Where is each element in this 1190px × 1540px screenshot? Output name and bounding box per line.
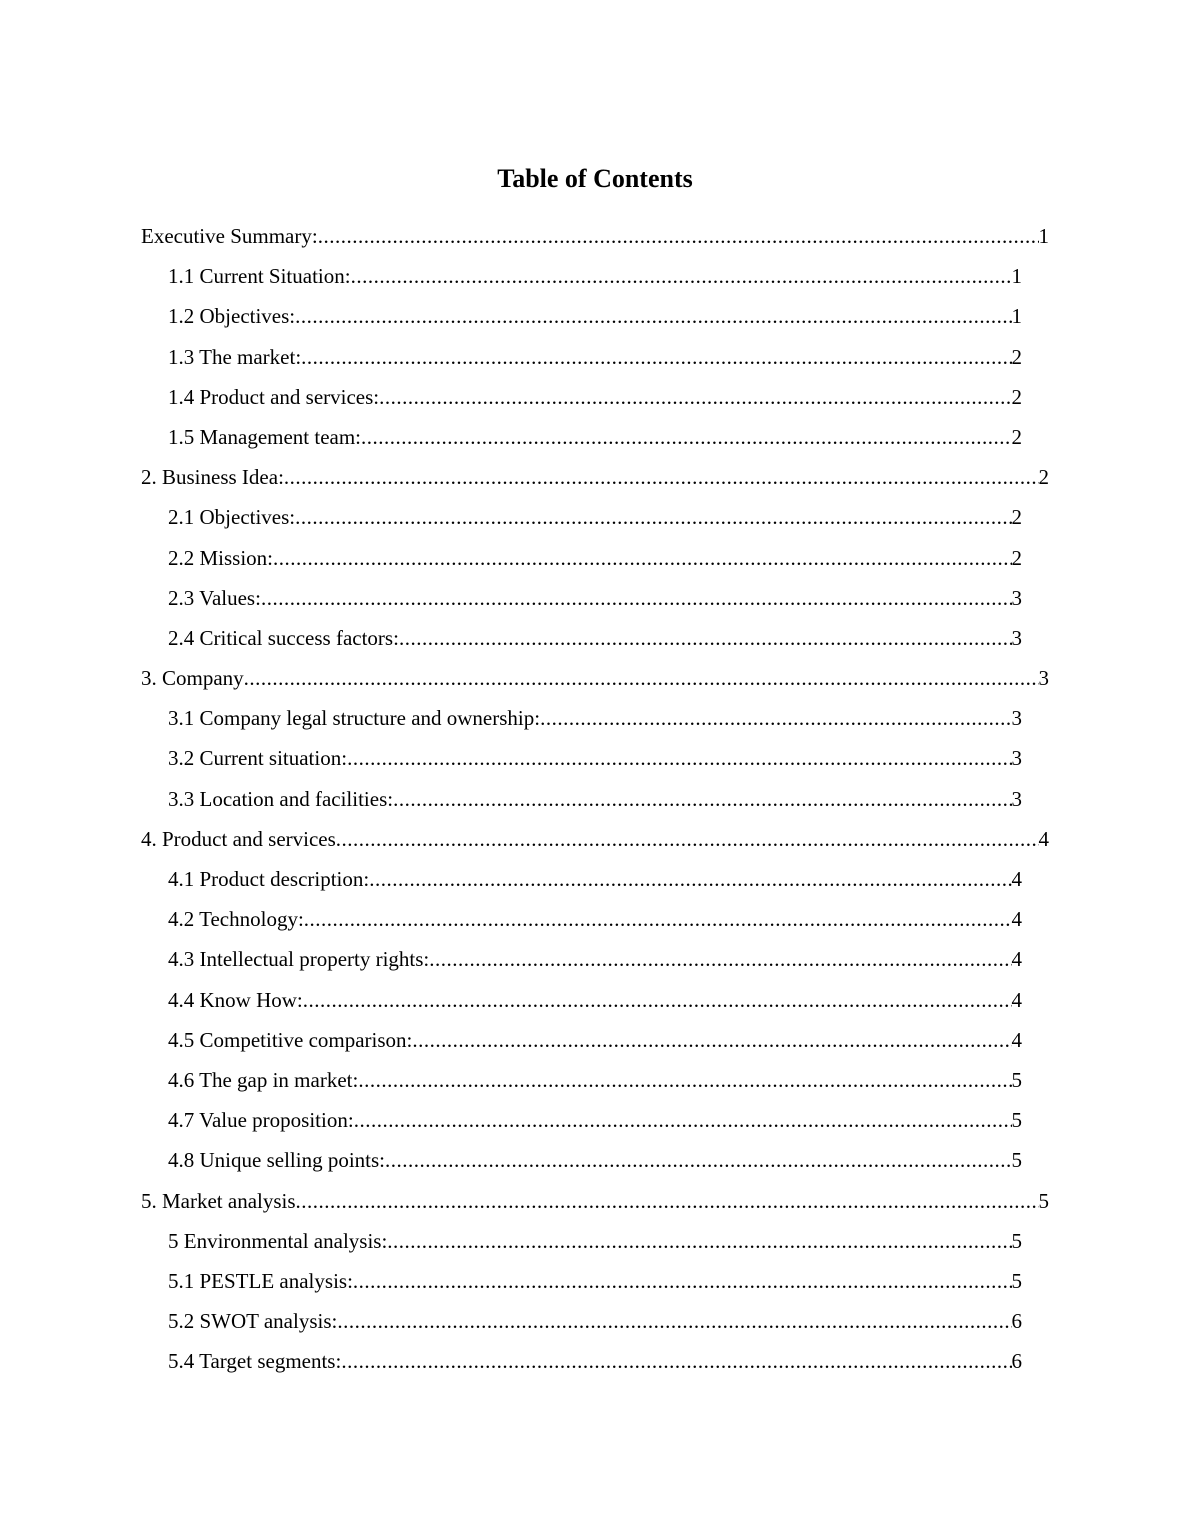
toc-dot-leader bbox=[353, 1265, 1012, 1297]
toc-entry-page-number: 2 bbox=[1011, 505, 1022, 530]
toc-entry-page-number: 4 bbox=[1011, 987, 1022, 1012]
toc-dot-leader bbox=[301, 341, 1011, 373]
toc-entry[interactable] bbox=[168, 903, 1022, 943]
toc-entry-page-number: 4 bbox=[1011, 947, 1022, 972]
toc-entry[interactable] bbox=[168, 622, 1022, 662]
toc-dot-leader bbox=[273, 542, 1011, 574]
toc-entry[interactable] bbox=[168, 1265, 1022, 1305]
toc-entry[interactable] bbox=[168, 542, 1022, 582]
toc-entry-page-number: 5 bbox=[1011, 1148, 1022, 1173]
toc-entry-page-number: 3 bbox=[1011, 625, 1022, 650]
toc-dot-leader bbox=[393, 783, 1011, 815]
toc-entry-page-number: 3 bbox=[1011, 585, 1022, 610]
toc-entry-label: 2. Business Idea: bbox=[141, 465, 284, 490]
toc-entry[interactable] bbox=[141, 823, 1049, 863]
toc-dot-leader bbox=[261, 582, 1012, 614]
toc-entry-page-number: 2 bbox=[1011, 545, 1022, 570]
toc-entry-page-number: 4 bbox=[1038, 826, 1049, 851]
toc-dot-leader bbox=[369, 863, 1011, 895]
toc-entry-label: 5. Market analysis bbox=[141, 1188, 296, 1213]
toc-entry-page-number: 3 bbox=[1011, 786, 1022, 811]
toc-entry-page-number: 4 bbox=[1011, 867, 1022, 891]
toc-entry-label: 1.2 Objectives: bbox=[168, 304, 296, 329]
toc-list bbox=[0, 220, 1190, 1385]
toc-entry[interactable] bbox=[168, 742, 1022, 782]
toc-entry[interactable] bbox=[168, 783, 1022, 823]
toc-entry-page-number: 2 bbox=[1011, 384, 1022, 409]
toc-entry-page-number: 5 bbox=[1011, 1228, 1022, 1253]
toc-entry-label: 1.3 The market: bbox=[168, 344, 302, 369]
toc-entry-label: 1.4 Product and services: bbox=[168, 384, 380, 409]
toc-entry[interactable] bbox=[168, 943, 1022, 983]
toc-entry[interactable] bbox=[168, 1024, 1022, 1064]
toc-dot-leader bbox=[304, 903, 1012, 935]
toc-entry[interactable] bbox=[168, 863, 1022, 903]
toc-entry-label: 2.3 Values: bbox=[168, 585, 261, 610]
toc-dot-leader bbox=[429, 943, 1011, 975]
toc-entry[interactable] bbox=[141, 461, 1049, 501]
toc-entry-page-number: 3 bbox=[1011, 706, 1022, 731]
toc-entry-page-number: 4 bbox=[1011, 907, 1022, 932]
page-title: Table of Contents bbox=[497, 164, 693, 193]
toc-entry-label: 4.1 Product description: bbox=[168, 867, 370, 891]
toc-entry[interactable] bbox=[168, 984, 1022, 1024]
toc-entry-page-number: 1 bbox=[1011, 304, 1022, 329]
toc-dot-leader bbox=[318, 220, 1039, 252]
toc-dot-leader bbox=[341, 1345, 1011, 1377]
toc-dot-leader bbox=[337, 1305, 1011, 1337]
toc-dot-leader bbox=[354, 1104, 1012, 1136]
toc-dot-leader bbox=[303, 984, 1012, 1016]
toc-entry[interactable] bbox=[168, 1345, 1022, 1385]
toc-entry[interactable] bbox=[141, 220, 1049, 260]
toc-entry-label: 4.6 The gap in market: bbox=[168, 1067, 359, 1092]
toc-dot-leader bbox=[412, 1024, 1011, 1056]
toc-entry-page-number: 3 bbox=[1038, 666, 1049, 691]
toc-entry[interactable] bbox=[168, 702, 1022, 742]
toc-entry-label: 1.5 Management team: bbox=[168, 424, 362, 449]
toc-entry-page-number: 4 bbox=[1011, 1027, 1022, 1052]
toc-dot-leader bbox=[295, 501, 1011, 533]
toc-entry-label: 5.1 PESTLE analysis: bbox=[168, 1268, 353, 1293]
toc-entry-label: 4.5 Competitive comparison: bbox=[168, 1027, 413, 1052]
toc-dot-leader bbox=[244, 662, 1039, 694]
toc-dot-leader bbox=[385, 1144, 1012, 1176]
toc-entry-page-number: 5 bbox=[1011, 1268, 1022, 1293]
toc-entry-page-number: 2 bbox=[1011, 424, 1022, 449]
toc-entry-page-number: 2 bbox=[1038, 465, 1049, 490]
toc-entry-label: 2.4 Critical success factors: bbox=[168, 625, 399, 650]
toc-entry-page-number: 6 bbox=[1011, 1309, 1022, 1334]
toc-entry-label: 4.7 Value proposition: bbox=[168, 1108, 354, 1133]
toc-entry-label: 2.2 Mission: bbox=[168, 545, 274, 570]
toc-dot-leader bbox=[387, 1225, 1011, 1257]
toc-entry[interactable] bbox=[168, 421, 1022, 461]
toc-entry[interactable] bbox=[168, 582, 1022, 622]
toc-entry-page-number: 2 bbox=[1011, 344, 1022, 369]
toc-entry-label: 5.4 Target segments: bbox=[168, 1349, 342, 1374]
toc-entry-page-number: 5 bbox=[1011, 1108, 1022, 1133]
toc-entry-label: 3. Company bbox=[141, 666, 244, 691]
toc-dot-leader bbox=[284, 461, 1039, 493]
toc-entry-label: 1.1 Current Situation: bbox=[168, 264, 351, 289]
toc-entry-label: Executive Summary: bbox=[141, 224, 318, 248]
toc-entry-label: 4. Product and services bbox=[141, 826, 336, 851]
toc-entry[interactable] bbox=[141, 1185, 1049, 1225]
toc-dot-leader bbox=[296, 1185, 1039, 1217]
toc-entry-label: 5 Environmental analysis: bbox=[168, 1228, 388, 1253]
toc-dot-leader bbox=[347, 742, 1011, 774]
toc-dot-leader bbox=[399, 622, 1012, 654]
toc-entry-page-number: 6 bbox=[1011, 1349, 1022, 1374]
toc-entry-label: 4.4 Know How: bbox=[168, 987, 303, 1012]
toc-dot-leader bbox=[361, 421, 1011, 453]
toc-entry[interactable] bbox=[168, 300, 1022, 340]
toc-entry[interactable] bbox=[168, 1104, 1022, 1144]
toc-entry-label: 3.2 Current situation: bbox=[168, 746, 348, 771]
toc-entry-page-number: 1 bbox=[1011, 264, 1022, 289]
toc-dot-leader bbox=[540, 702, 1011, 734]
toc-entry[interactable] bbox=[141, 662, 1049, 702]
toc-dot-leader bbox=[379, 381, 1011, 413]
toc-dot-leader bbox=[358, 1064, 1011, 1096]
toc-entry[interactable] bbox=[168, 1305, 1022, 1345]
toc-entry[interactable] bbox=[168, 1064, 1022, 1104]
toc-entry-label: 4.2 Technology: bbox=[168, 907, 304, 932]
toc-entry[interactable] bbox=[168, 341, 1022, 381]
toc-dot-leader bbox=[351, 260, 1012, 292]
toc-entry[interactable] bbox=[168, 381, 1022, 421]
toc-entry-label: 2.1 Objectives: bbox=[168, 505, 296, 530]
toc-entry-label: 3.3 Location and facilities: bbox=[168, 786, 394, 811]
toc-dot-leader bbox=[336, 823, 1039, 855]
toc-dot-leader bbox=[295, 300, 1011, 332]
toc-entry-label: 3.1 Company legal structure and ownership: bbox=[168, 706, 541, 731]
toc-entry[interactable] bbox=[168, 260, 1022, 300]
toc-entry-page-number: 3 bbox=[1011, 746, 1022, 771]
toc-entry-page-number: 5 bbox=[1011, 1067, 1022, 1092]
toc-entry-label: 5.2 SWOT analysis: bbox=[168, 1309, 338, 1334]
toc-entry-page-number: 1 bbox=[1038, 224, 1049, 248]
toc-entry[interactable] bbox=[168, 1144, 1022, 1184]
toc-entry[interactable] bbox=[168, 1225, 1022, 1265]
toc-entry[interactable] bbox=[168, 501, 1022, 541]
toc-entry-label: 4.8 Unique selling points: bbox=[168, 1148, 385, 1173]
toc-entry-page-number: 5 bbox=[1038, 1188, 1049, 1213]
toc-entry-label: 4.3 Intellectual property rights: bbox=[168, 947, 430, 972]
